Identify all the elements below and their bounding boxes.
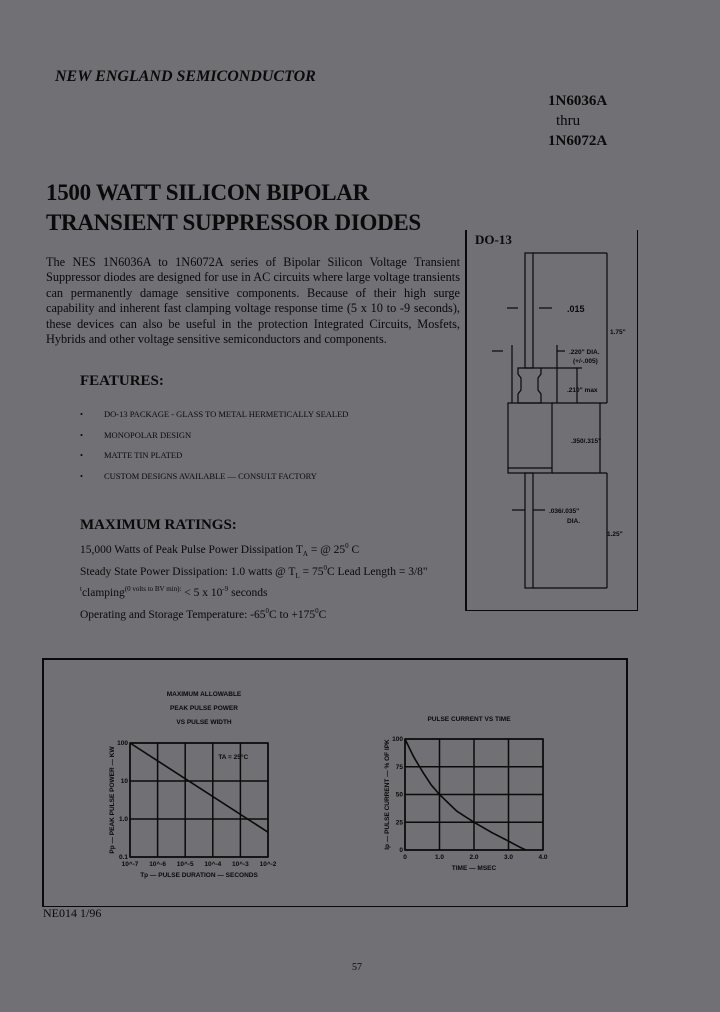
chart1-ytick: 100 <box>117 740 128 747</box>
dim-lead-top: .015 <box>567 304 585 314</box>
chart2-xtick: 0 <box>403 854 407 861</box>
chart2-title: PULSE CURRENT VS TIME <box>427 716 511 723</box>
rating-clamping: $^t$clamping$^{(0 volts to BV min):}$ < 5 x $10^{-9}$ seconds <box>80 585 268 599</box>
chart1-title-3: VS PULSE WIDTH <box>176 719 232 726</box>
company-name: NEW ENGLAND SEMICONDUCTOR <box>55 68 316 85</box>
part-thru: thru <box>556 113 581 129</box>
rating-peak-power: 15,000 Watts of Peak Pulse Power Dissipation $T_A$ = @ $25^0$ C <box>80 542 360 559</box>
package-outline-box <box>465 230 638 611</box>
page-number: 57 <box>352 962 362 973</box>
chart1-xtick: 10^-2 <box>259 861 277 868</box>
graphs-panel <box>42 658 628 907</box>
dim-body-length: .350/.315" <box>571 438 602 445</box>
dim-body-dia: .220" DIA. <box>569 349 600 356</box>
package-drawing <box>467 230 637 610</box>
chart2-ytick: 0 <box>399 847 403 854</box>
chart2-ytick: 75 <box>395 763 403 771</box>
chart2-xtick: 2.0 <box>469 854 479 861</box>
chart1-title-2: PEAK PULSE POWER <box>170 705 238 712</box>
charts-svg <box>44 660 626 906</box>
part-to: 1N6072A <box>548 133 608 149</box>
chart1-title-1: MAXIMUM ALLOWABLE <box>166 691 242 698</box>
description: The NES 1N6036A to 1N6072A series of Bipolar Silicon Voltage Transient Suppressor diodes are designed for use in AC circuits where large voltage transients can permanently damage sensitive components. Because of their high surge capability and inherent fast clamping voltage response time (5 x 10 to -9 seconds), these devices can also be useful in the protection Integrated Circuits, Mosfets, Hybrids and other voltage sensitive semiconductors and components. <box>46 255 460 347</box>
chart1-ylabel: Pp — PEAK PULSE POWER — KW <box>109 746 116 854</box>
chart1-xtick: 10^-5 <box>176 861 194 868</box>
chart2-ytick: 25 <box>395 819 403 827</box>
feature-item: • MONOPOLAR DESIGN <box>80 430 192 440</box>
chart1-xlabel: Tp — PULSE DURATION — SECONDS <box>140 872 258 879</box>
dim-bottom-length: 1.25" <box>607 531 623 538</box>
chart2-xtick: 4.0 <box>538 854 548 861</box>
chart1-ytick: 1.0 <box>118 816 128 823</box>
chart2-xtick: 3.0 <box>503 854 514 861</box>
chart1-ytick: 0.1 <box>118 854 128 861</box>
features-heading: FEATURES: <box>80 373 164 389</box>
part-from: 1N6036A <box>548 93 608 109</box>
chart1-xtick: 10^-7 <box>121 861 139 868</box>
chart2-xlabel: TIME — MSEC <box>451 865 497 872</box>
chart2-ytick: 50 <box>395 791 403 799</box>
title-line1: 1500 WATT SILICON BIPOLAR <box>46 180 369 205</box>
package-label: DO-13 <box>475 232 512 247</box>
feature-item: • MATTE TIN PLATED <box>80 450 183 460</box>
rating-temperature: Operating and Storage Temperature: $-65^0C$ to $+175^0C$ <box>80 607 327 621</box>
rating-steady-state: Steady State Power Dissipation: 1.0 watts @ $T_L = 75^0C$ Lead Length = 3/8" <box>80 564 428 581</box>
title-line2: TRANSIENT SUPPRESSOR DIODES <box>46 210 421 235</box>
chart2-xtick: 1.0 <box>434 854 445 861</box>
chart1-annotation: TA = 25°C <box>218 754 249 761</box>
dim-body-tol: (+/-.005) <box>573 358 598 365</box>
chart2-ylabel: Ip — PULSE CURRENT — % OF IPK <box>384 739 391 850</box>
chart1-xtick: 10^-6 <box>149 861 167 868</box>
chart1-xtick: 10^-3 <box>231 861 249 868</box>
feature-item: • CUSTOM DESIGNS AVAILABLE — CONSULT FACTORY <box>80 471 317 481</box>
chart2-ytick: 100 <box>392 736 403 743</box>
feature-item: • DO-13 PACKAGE - GLASS TO METAL HERMETICALLY SEALED <box>80 409 349 419</box>
dim-lead-dia: .036/.035" <box>549 508 580 515</box>
dim-lead-dia-note: DIA. <box>567 518 580 525</box>
chart1-xtick: 10^-4 <box>204 861 222 868</box>
document-code: NE014 1/96 <box>43 906 102 920</box>
ratings-heading: MAXIMUM RATINGS: <box>80 517 237 533</box>
chart1-ytick: 10 <box>120 778 128 785</box>
dim-top-length: 1.75" <box>610 329 626 336</box>
dim-neck: .210" max <box>567 387 598 394</box>
